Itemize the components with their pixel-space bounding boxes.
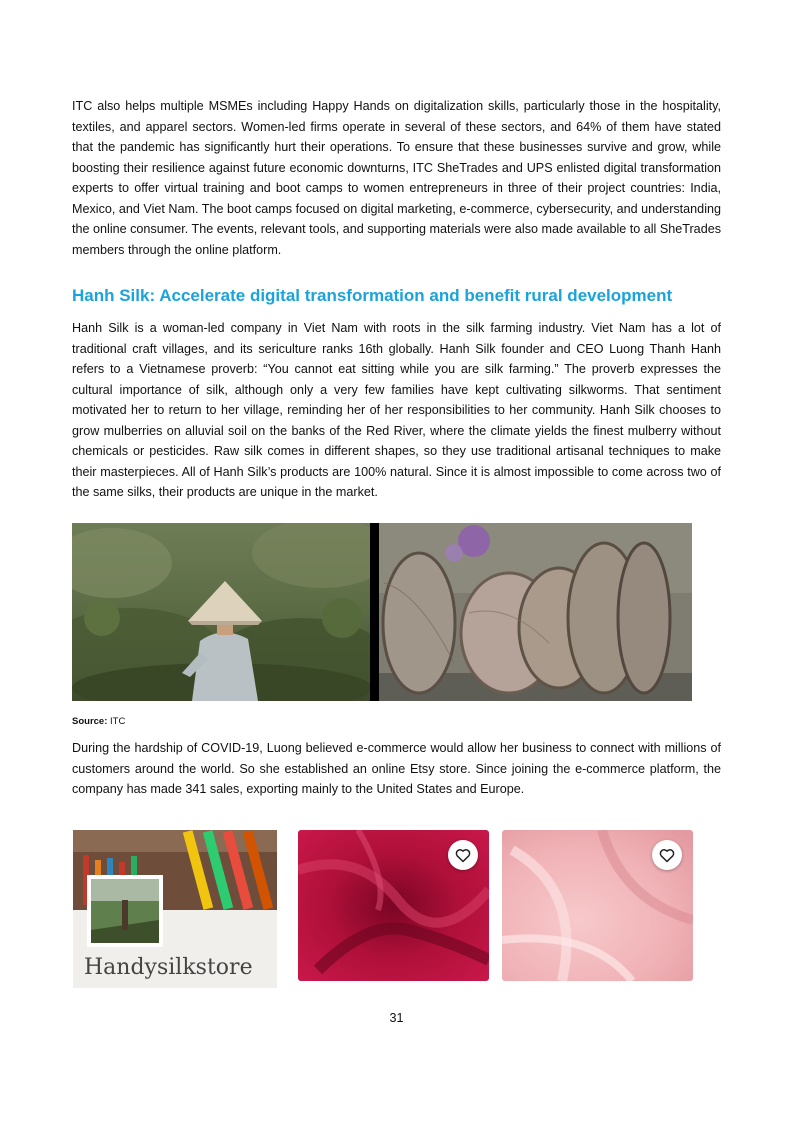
heart-icon	[659, 848, 675, 863]
pink-silk-product-image[interactable]	[502, 830, 693, 981]
photo-divider	[370, 523, 379, 701]
image-source	[72, 716, 125, 727]
hanh-silk-paragraph: Hanh Silk is a woman-led company in Viet Nam with roots in the silk farming industry. Viet Nam has a lot of traditional craft villages, and its sericulture ranks 16th globally. Hanh Silk founder and CEO Luong Thanh Hanh refers to a Vietnamese proverb: “You cannot eat sitting while you are silk farming.” The proverb expresses the cultural importance of silk, although only a very few families have kept cultivating silkworms. That sentiment motivated her to return to her village, reminding her of her responsibilities to her community. Hanh Silk chooses to grow mulberries on alluvial soil on the banks of the Red River, where the climate yields the finest mulberry without chemicals or pesticides. Raw silk comes in different shapes, so they use traditional artisanal techniques to make their masterpieces. All of Hanh Silk’s products are 100% natural. Since it is almost impossible to come across two of the same silks, their products are unique in the market.	[72, 321, 721, 499]
source-value: ITC	[110, 716, 126, 727]
store-thumbnail	[73, 830, 277, 988]
source-label: Source:	[72, 716, 108, 727]
favorite-button[interactable]	[652, 840, 682, 870]
woven-trays-photo	[379, 523, 692, 701]
page-number: 31	[389, 1011, 404, 1025]
covid-paragraph: During the hardship of COVID-19, Luong believed e-commerce would allow her business to connect with millions of customers around the world. So she established an online Etsy store. Since joining the e-commerce platform, the company has made 341 sales, exporting mainly to the United States and Europe.	[72, 741, 721, 796]
red-silk-product-image[interactable]	[298, 830, 489, 981]
heart-icon	[455, 848, 471, 863]
favorite-button[interactable]	[448, 840, 478, 870]
farmer-photo	[72, 523, 370, 701]
intro-paragraph: ITC also helps multiple MSMEs including Happy Hands on digitalization skills, particularly those in the hospitality, textiles, and apparel sectors. Women-led firms operate in several of these sectors, and 64% of them have stated that the pandemic has significantly hurt their operations. To ensure that these businesses survive and grow, while boosting their resilience against future economic downturns, ITC SheTrades and UPS enlisted digital transformation experts to offer virtual training and boot camps to women entrepreneurs in three of their project countries: India, Mexico, and Viet Nam. The boot camps focused on digital marketing, e-commerce, cybersecurity, and understanding the online consumer. The events, relevant tools, and supporting materials were also made available to all SheTrades members through the online platform.	[72, 99, 721, 257]
store-name: Handysilkstore	[84, 955, 253, 980]
section-heading: Hanh Silk: Accelerate digital transformation and benefit rural development	[72, 286, 673, 305]
